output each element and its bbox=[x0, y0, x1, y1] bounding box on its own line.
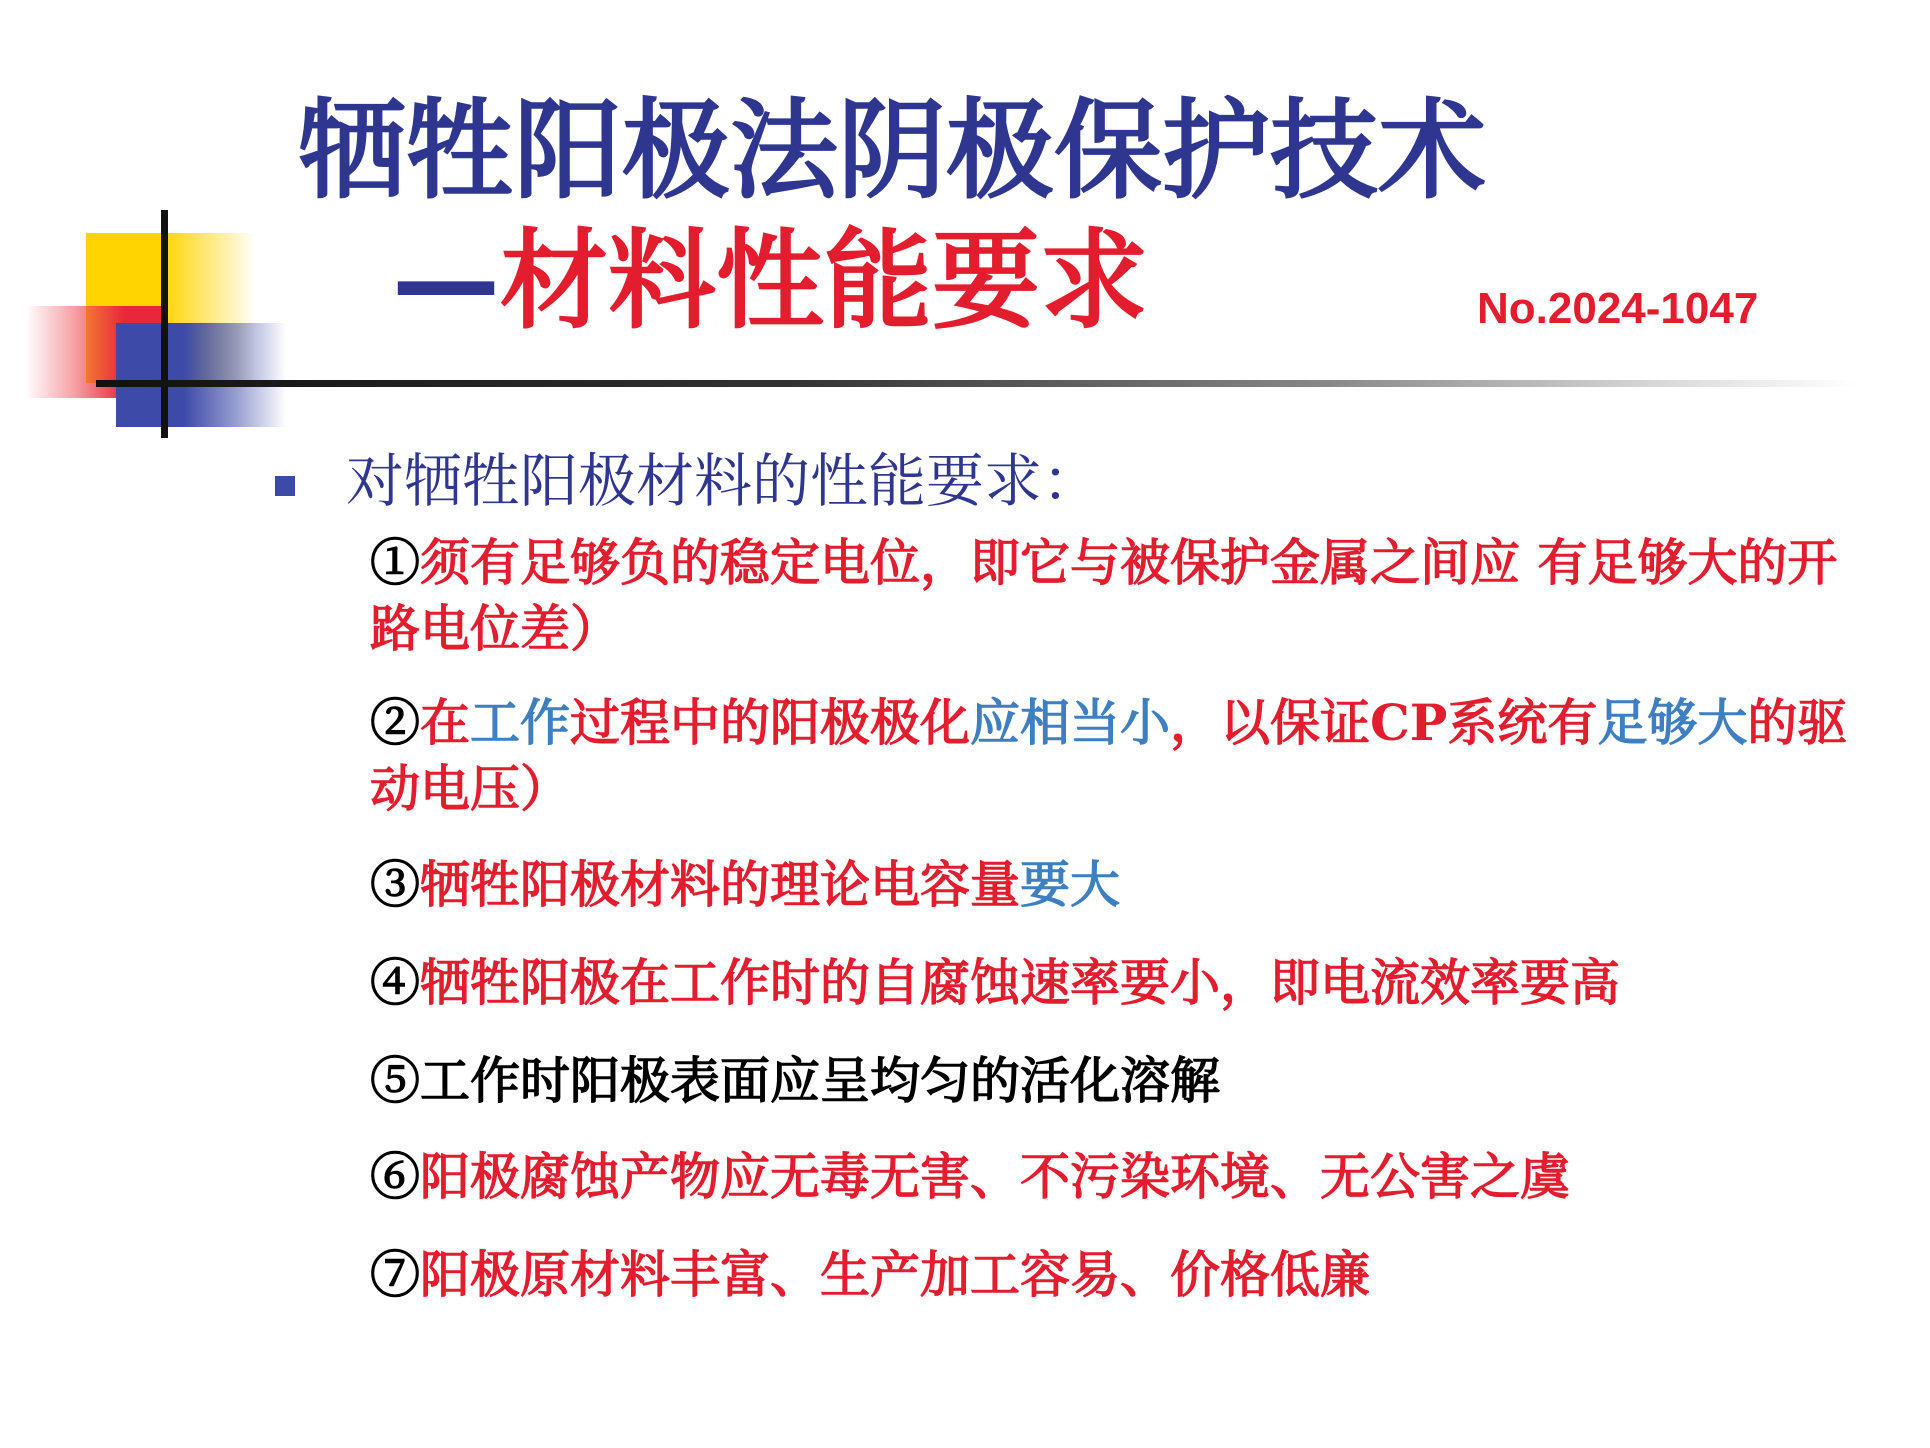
requirement-number: ① bbox=[370, 533, 420, 592]
requirement-number: ② bbox=[370, 693, 420, 752]
requirement-item bbox=[370, 530, 1870, 662]
section-heading: 对牺牲阳极材料的性能要求： bbox=[346, 447, 1101, 515]
document-number: No.2024-1047 bbox=[1477, 284, 1759, 333]
requirement-item bbox=[370, 1144, 1870, 1210]
requirement-number: ④ bbox=[370, 953, 420, 1012]
requirement-text: 过程中的阳极极化 bbox=[570, 693, 970, 752]
requirement-number: ⑥ bbox=[370, 1147, 420, 1206]
slide-subtitle bbox=[392, 219, 1149, 344]
requirement-text: 阳极腐蚀产物应无毒无害、不污染环境、无公害之虞 bbox=[420, 1147, 1570, 1206]
requirement-text-highlight: 要大 bbox=[1020, 855, 1120, 914]
requirement-item bbox=[370, 852, 1870, 918]
requirement-text-highlight: 应相当小 bbox=[970, 693, 1170, 752]
requirement-text-highlight: 工作 bbox=[470, 693, 570, 752]
requirement-item bbox=[370, 1242, 1870, 1308]
requirement-text: 工作时阳极表面应呈均匀的活化溶解 bbox=[420, 1051, 1220, 1110]
requirement-number: ③ bbox=[370, 855, 420, 914]
decor-vertical-line bbox=[161, 210, 168, 438]
requirement-text: ，以保证CP系统有 bbox=[1170, 693, 1598, 752]
requirement-text: 牺牲阳极在工作时的自腐蚀速率要小，即电流效率要高 bbox=[420, 953, 1620, 1012]
decor-horizontal-rule bbox=[96, 380, 1856, 387]
requirement-item bbox=[370, 690, 1870, 822]
requirement-text: 在 bbox=[420, 693, 470, 752]
requirement-number: ⑦ bbox=[370, 1245, 420, 1304]
requirement-text: 的驱动电压） bbox=[370, 693, 1848, 818]
slide-title: 牺牲阳极法阴极保护技术 bbox=[298, 89, 1487, 214]
requirement-item bbox=[370, 1048, 1870, 1114]
requirement-text: 须有足够负的稳定电位，即它与被保护金属之间应 有足够大的开路电位差） bbox=[370, 533, 1838, 658]
subtitle-text: 材料性能要求 bbox=[500, 219, 1149, 344]
subtitle-dash: — bbox=[392, 219, 500, 344]
requirement-number: ⑤ bbox=[370, 1051, 420, 1110]
requirement-text: 牺牲阳极材料的理论电容量 bbox=[420, 855, 1020, 914]
requirement-item bbox=[370, 950, 1870, 1016]
bullet-square-icon bbox=[275, 476, 295, 496]
requirement-text-highlight: 足够大 bbox=[1597, 693, 1748, 752]
decor-blue-square bbox=[116, 323, 286, 427]
requirement-text: 阳极原材料丰富、生产加工容易、价格低廉 bbox=[420, 1245, 1370, 1304]
